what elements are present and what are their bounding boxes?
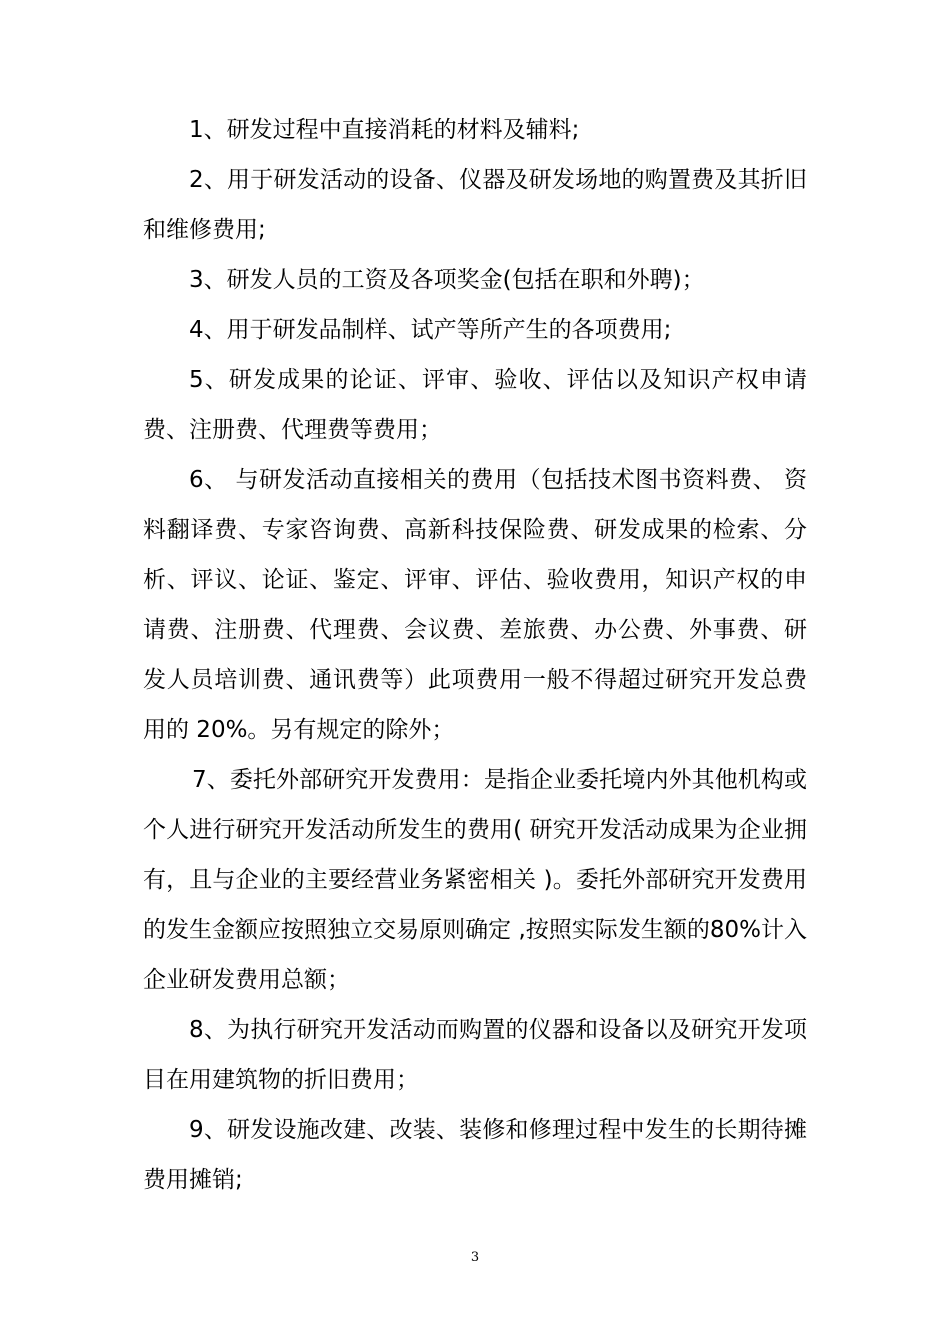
paragraph-item-4: 4、用于研发品制样、试产等所产生的各项费用; — [189, 317, 672, 343]
paragraph-item-5: 5、研发成果的论证、评审、验收、评估以及知识产权申请费、注册费、代理费等费用； — [143, 367, 807, 443]
page-number: 3 — [470, 1250, 480, 1265]
paragraph-item-1: 1、研发过程中直接消耗的材料及辅料; — [189, 117, 580, 143]
paragraph-item-2: 2、用于研发活动的设备、仪器及研发场地的购置费及其折旧和维修费用; — [143, 167, 807, 243]
paragraph-item-8: 8、为执行研究开发活动而购置的仪器和设备以及研究开发项目在用建筑物的折旧费用； — [143, 1017, 807, 1093]
paragraph-item-9: 9、研发设施改建、改装、装修和修理过程中发生的长期待摊费用摊销; — [143, 1117, 807, 1193]
paragraph-item-7: 7、委托外部研究开发费用：是指企业委托境内外其他机构或个人进行研究开发活动所发生的费用( 研究开发活动成果为企业拥有，且与企业的主要经营业务紧密相关 )。委托外部研究开发费用的发生金额应按照独立交易原则确定 ,按照实际发生额的80%计入企业研发费用总额； — [143, 767, 807, 993]
paragraph-item-3: 3、研发人员的工资及各项奖金(包括在职和外聘)； — [189, 267, 705, 293]
document-body — [143, 105, 807, 1205]
paragraph-item-6: 6、 与研发活动直接相关的费用（包括技术图书资料费、 资料翻译费、专家咨询费、高新科技保险费、研发成果的检索、分析、评议、论证、鉴定、评审、评估、验收费用，知识产权的申请费、注册费、代理费、会议费、差旅费、办公费、外事费、研发人员培训费、通讯费等）此项费用一般不得超过研究开发总费用的 20%。另有规定的除外； — [143, 467, 807, 743]
